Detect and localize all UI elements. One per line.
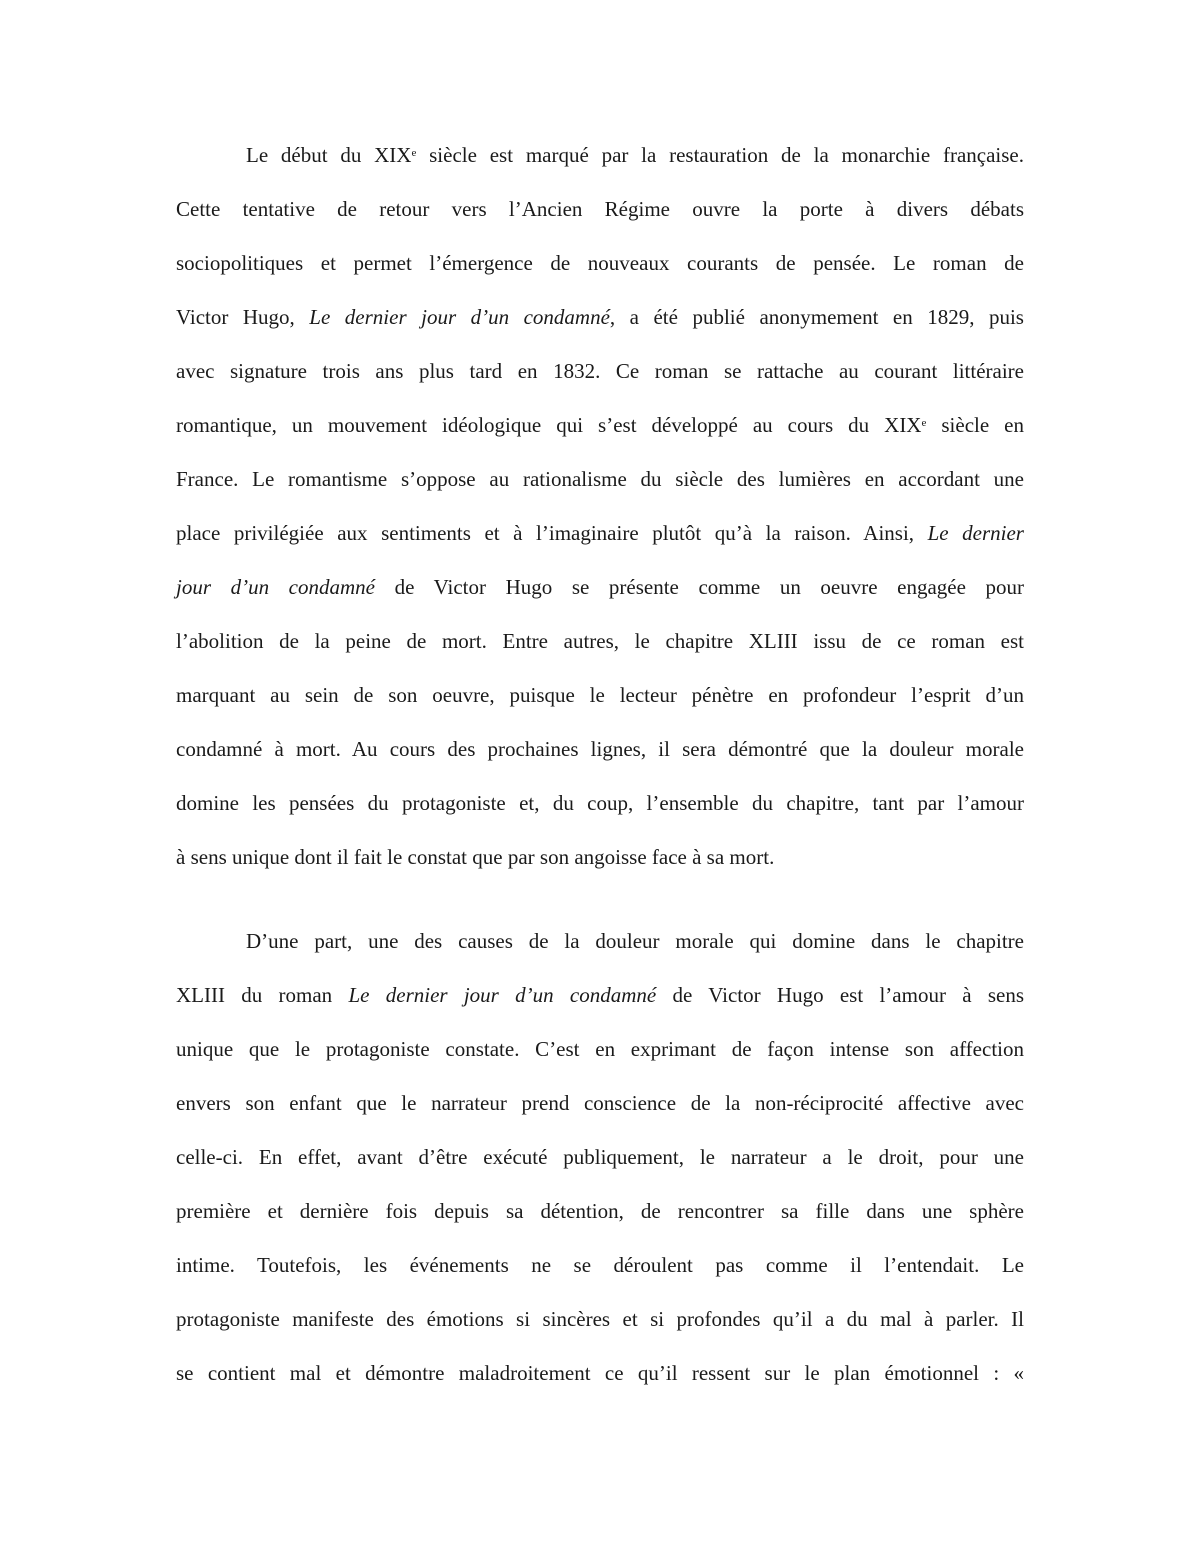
text-run: intime. Toutefois, les événements ne se déroulent pas comme il l’entendait. Le xyxy=(176,1253,1024,1277)
text-line xyxy=(176,302,1024,332)
text-line xyxy=(176,518,1024,548)
text-run: unique que le protagoniste constate. C’est en exprimant de façon intense son affection xyxy=(176,1037,1024,1061)
text-run: de Victor Hugo se présente comme un oeuvre engagée pour xyxy=(374,575,1025,599)
book-title: Le dernier jour d’un condamné xyxy=(309,305,610,329)
text-run: avec signature trois ans plus tard en 1832. Ce roman se rattache au courant littéraire xyxy=(176,359,1024,383)
text-run: à sens unique dont il fait le constat que par son angoisse face à sa mort. xyxy=(176,845,775,869)
text-run: romantique, un mouvement idéologique qui s’est développé au cours du XIX xyxy=(176,413,922,437)
text-run: condamné à mort. Au cours des prochaines lignes, il sera démontré que la douleur morale xyxy=(176,737,1024,761)
text-run: , a été publié anonymement en 1829, puis xyxy=(609,305,1024,329)
text-line xyxy=(176,1142,1024,1172)
text-line xyxy=(176,788,1024,818)
text-line xyxy=(176,194,1024,224)
text-run: protagoniste manifeste des émotions si sincères et si profondes qu’il a du mal à parler. Il xyxy=(176,1307,1024,1331)
book-title: jour d’un condamné xyxy=(176,575,375,599)
text-run: celle-ci. En effet, avant d’être exécuté publiquement, le narrateur a le droit, pour une xyxy=(176,1145,1024,1169)
superscript: e xyxy=(411,147,417,159)
text-line xyxy=(176,1196,1024,1226)
text-run: se contient mal et démontre maladroitement ce qu’il ressent sur le plan émotionnel : « xyxy=(176,1361,1024,1385)
text-run: Cette tentative de retour vers l’Ancien Régime ouvre la porte à divers débats xyxy=(176,197,1024,221)
text-run: Le début du XIX xyxy=(246,143,412,167)
text-run: siècle est marqué par la restauration de la monarchie française. xyxy=(416,143,1024,167)
text-run: première et dernière fois depuis sa détention, de rencontrer sa fille dans une sphère xyxy=(176,1199,1024,1223)
text-line xyxy=(176,626,1024,656)
text-line xyxy=(176,464,1024,494)
text-run: envers son enfant que le narrateur prend conscience de la non-réciprocité affective avec xyxy=(176,1091,1024,1115)
book-title: Le dernier jour d’un condamné xyxy=(348,983,657,1007)
text-line xyxy=(176,356,1024,386)
book-title: Le dernier xyxy=(927,521,1024,545)
text-line xyxy=(246,926,1024,956)
text-line xyxy=(176,572,1024,602)
text-run: l’abolition de la peine de mort. Entre autres, le chapitre XLIII issu de ce roman est xyxy=(176,629,1024,653)
text-line xyxy=(176,1034,1024,1064)
text-line xyxy=(176,842,1024,872)
text-run: XLIII du roman xyxy=(176,983,349,1007)
text-line xyxy=(176,410,1024,440)
text-run: place privilégiée aux sentiments et à l’imaginaire plutôt qu’à la raison. Ainsi, xyxy=(176,521,928,545)
text-run: France. Le romantisme s’oppose au rationalisme du siècle des lumières en accordant une xyxy=(176,467,1024,491)
text-run: domine les pensées du protagoniste et, du coup, l’ensemble du chapitre, tant par l’amour xyxy=(176,791,1024,815)
text-run: siècle en xyxy=(926,413,1025,437)
text-run: de Victor Hugo est l’amour à sens xyxy=(656,983,1024,1007)
text-run: marquant au sein de son oeuvre, puisque le lecteur pénètre en profondeur l’esprit d’un xyxy=(176,683,1024,707)
text-line xyxy=(176,980,1024,1010)
text-line xyxy=(246,140,1024,170)
text-line xyxy=(176,1250,1024,1280)
text-line xyxy=(176,1304,1024,1334)
text-run: Victor Hugo, xyxy=(176,305,310,329)
text-run: D’une part, une des causes de la douleur morale qui domine dans le chapitre xyxy=(246,929,1024,953)
text-line xyxy=(176,1088,1024,1118)
text-line xyxy=(176,734,1024,764)
superscript: e xyxy=(921,417,927,429)
text-line xyxy=(176,248,1024,278)
text-run: sociopolitiques et permet l’émergence de nouveaux courants de pensée. Le roman de xyxy=(176,251,1024,275)
text-line xyxy=(176,1358,1024,1388)
text-line xyxy=(176,680,1024,710)
